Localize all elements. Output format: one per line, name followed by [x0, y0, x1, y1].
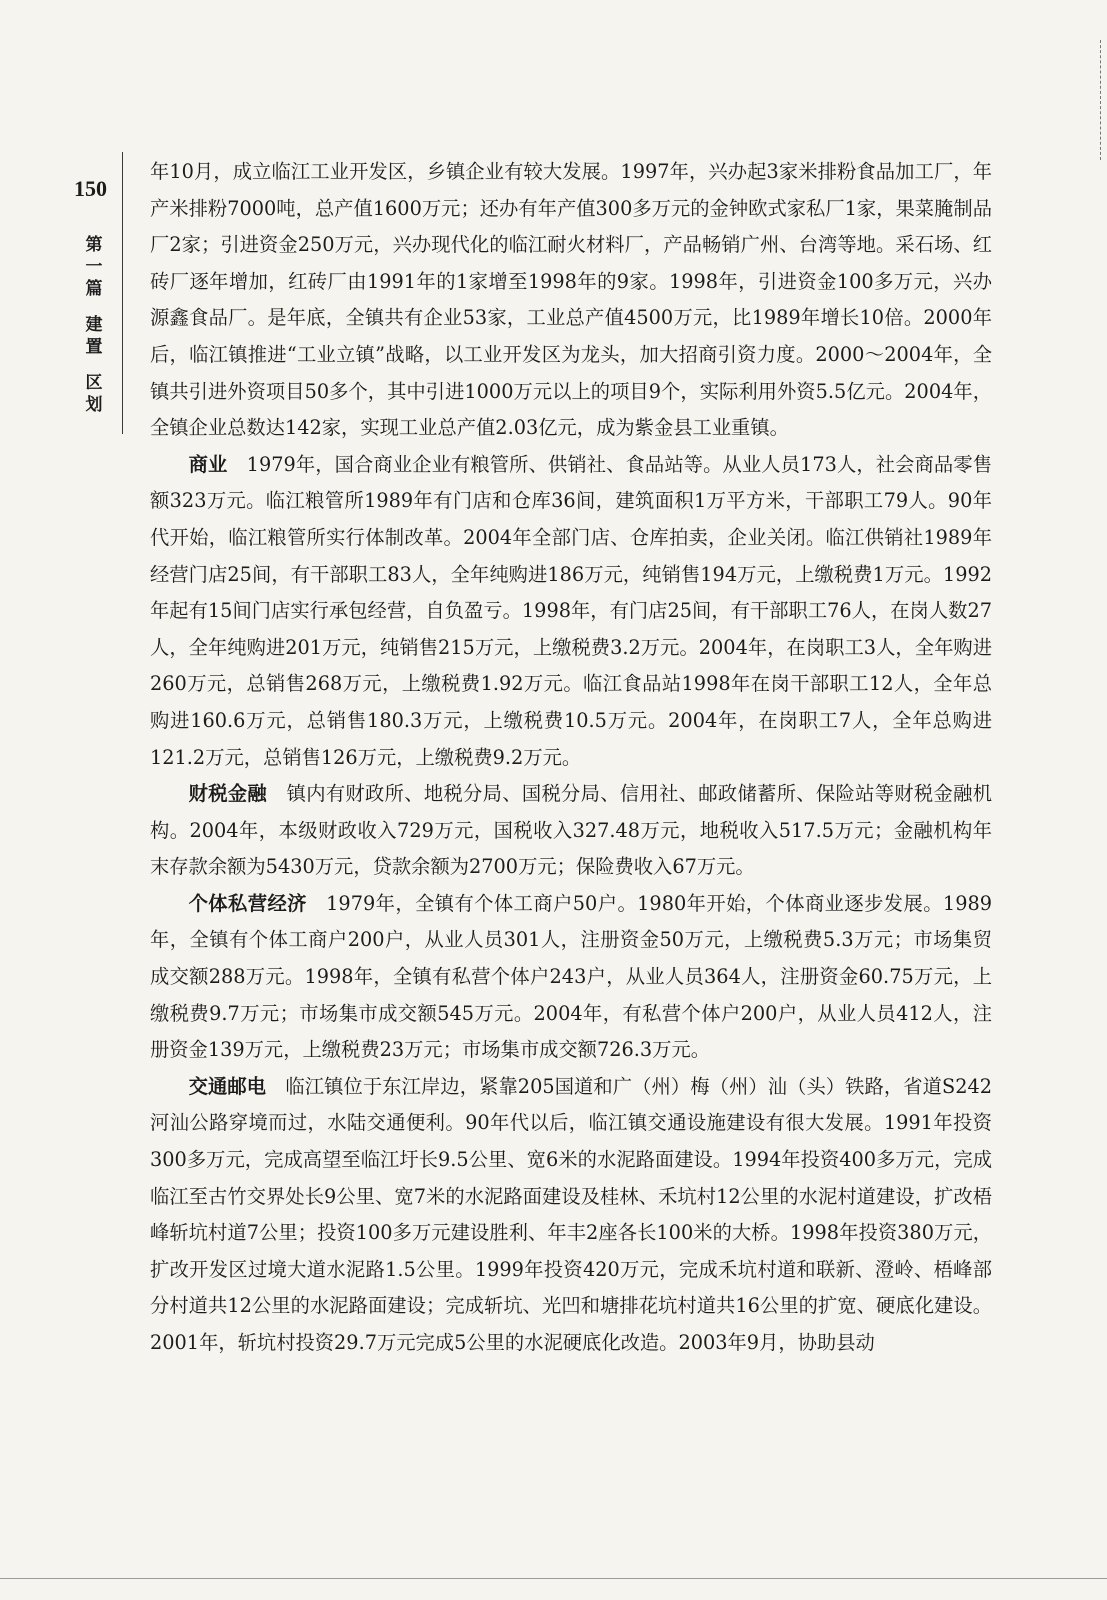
section-heading: 交通邮电 — [188, 1074, 267, 1098]
paragraph-text: 镇内有财政所、地税分局、国税分局、信用社、邮政储蓄所、保险站等财税金融机构。2004年，本级财政收入729万元，国税收入327.48万元，地税收入517.5万元；金融机构年末存款余额为5430万元，贷款余额为2700万元；保险费收入67万元。 — [150, 782, 993, 879]
section-heading: 商业 — [188, 452, 228, 476]
side-title-char: 第 — [85, 235, 103, 255]
side-title-char: 置 — [85, 337, 103, 357]
paragraph-commerce — [150, 447, 992, 776]
side-title-char: 区 — [85, 373, 103, 393]
side-title-char: 建 — [85, 315, 103, 335]
body-text — [150, 154, 992, 1362]
paragraph-text: 年10月，成立临江工业开发区，乡镇企业有较大发展。1997年，兴办起3家米排粉食品加工厂，年产米排粉7000吨，总产值1600万元；还办有年产值300多万元的金钟欧式家私厂1家，果菜腌制品厂2家；引进资金250万元，兴办现代化的临江耐火材料厂，产品畅销广州、台湾等地。采石场、红砖厂逐年增加，红砖厂由1991年的1家增至1998年的9家。1998年，引进资金100多万元，兴办源鑫食品厂。是年底，全镇共有企业53家，工业总产值4500万元，比1989年增长10倍。2000年后，临江镇推进“工业立镇”战略，以工业开发区为龙头，加大招商引资力度。2000～2004年，全镇共引进外资项目50多个，其中引进1000万元以上的项目9个，实际利用外资5.5亿元。2004年，全镇企业总数达142家，实现工业总产值2.03亿元，成为紫金县工业重镇。 — [150, 160, 992, 440]
paragraph-private-economy — [150, 886, 992, 1069]
page-number: 150 — [74, 176, 107, 201]
paragraph-text: 1979年，国合商业企业有粮管所、供销社、食品站等。从业人员173人，社会商品零售额323万元。临江粮管所1989年有门店和仓库36间，建筑面积1万平方米，干部职工79人。90年代开始，临江粮管所实行体制改革。2004年全部门店、仓库拍卖，企业关闭。临江供销社1989年经营门店25间，有干部职工83人，全年纯购进186万元，纯销售194万元，上缴税费1万元。1992年起有15间门店实行承包经营，自负盈亏。1998年，有门店25间，有干部职工76人，在岗人数27人，全年纯购进201万元，纯销售215万元，上缴税费3.2万元。2004年，在岗职工3人，全年购进260万元，总销售268万元，上缴税费1.92万元。临江食品站1998年在岗干部职工12人，全年总购进160.6万元，总销售180.3万元，上缴税费10.5万元。2004年，在岗职工7人，全年总购进121.2万元，总销售126万元，上缴税费9.2万元。 — [150, 452, 993, 769]
section-heading: 财税金融 — [188, 782, 268, 806]
section-heading: 个体私营经济 — [188, 891, 307, 915]
bottom-scan-edge — [0, 1578, 1107, 1579]
paragraph-text: 临江镇位于东江岸边，紧靠205国道和广（州）梅（州）汕（头）铁路，省道S242河汕公路穿境而过，水陆交通便利。90年代以后，临江镇交通设施建设有很大发展。1991年投资300多万元，完成高望至临江圩长9.5公里、宽6米的水泥路面建设。1994年投资400多万元，完成临江至古竹交界处长9公里、宽7米的水泥路面建设及桂林、禾坑村12公里的水泥村道建设，扩改梧峰斩坑村道7公里；投资100多万元建设胜利、年丰2座各长100米的大桥。1998年投资380万元，扩改开发区过境大道水泥路1.5公里。1999年投资420万元，完成禾坑村道和联新、澄岭、梧峰部分村道共12公里的水泥路面建设；完成斩坑、光凹和塘排花坑村道共16公里的扩宽、硬底化建设。2001年，斩坑村投资29.7万元完成5公里的水泥硬底化改造。2003年9月，协助县动 — [150, 1074, 993, 1354]
scan-edge-marks — [1097, 40, 1101, 160]
margin-rule — [122, 152, 123, 434]
paragraph-finance — [150, 776, 992, 886]
chapter-side-title — [80, 234, 108, 416]
paragraph-text: 1979年，全镇有个体工商户50户。1980年开始，个体商业逐步发展。1989年，全镇有个体工商户200户，从业人员301人，注册资金50万元，上缴税费5.3万元；市场集贸成交额288万元。1998年，全镇有私营个体户243户，从业人员364人，注册资金60.75万元，上缴税费9.7万元；市场集市成交额545万元。2004年，有私营个体户200户，从业人员412人，注册资金139万元，上缴税费23万元；市场集市成交额726.3万元。 — [150, 891, 992, 1062]
side-title-char: 划 — [85, 395, 103, 415]
paragraph-industry — [150, 154, 992, 447]
side-title-char: 一 — [85, 257, 103, 277]
side-title-char: 篇 — [85, 279, 103, 299]
paragraph-transport — [150, 1069, 992, 1362]
